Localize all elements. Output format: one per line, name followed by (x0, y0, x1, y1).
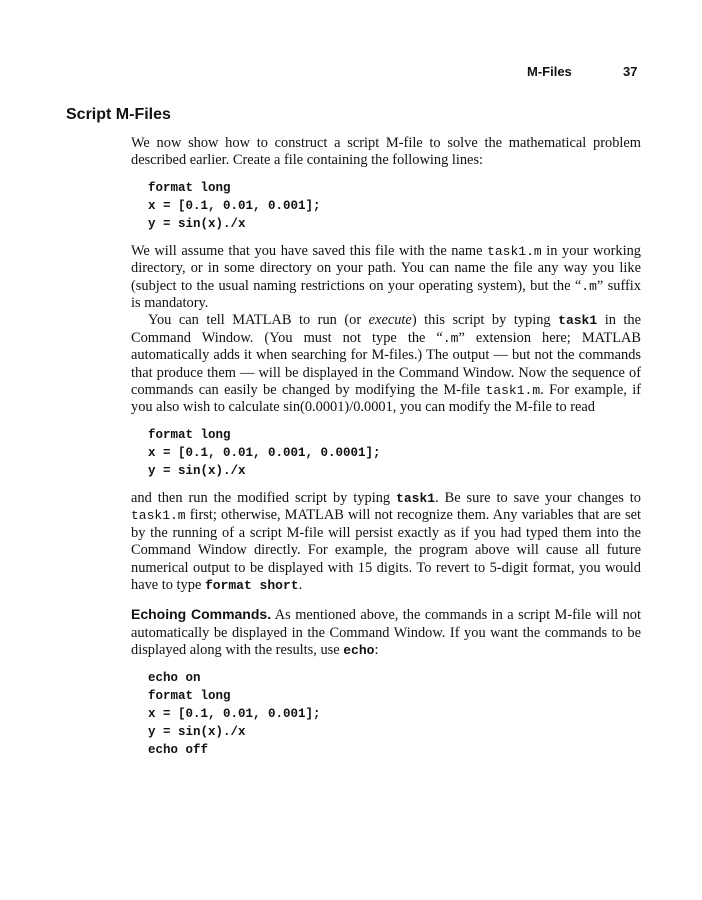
inline-extension: .m (581, 278, 597, 294)
text-run: ) this script by typing (411, 312, 559, 329)
text-run: : (374, 642, 379, 659)
text-run: in the Command Window. (You must not type the “ (131, 312, 641, 346)
text-run: . Be sure to save your changes to (435, 489, 641, 506)
paragraph-spacer (131, 594, 641, 606)
inline-filename: task1.m (487, 243, 542, 259)
inline-filename: task1.m (485, 383, 541, 399)
inline-filename: task1.m (131, 508, 186, 524)
code-line: format long (148, 688, 231, 703)
inline-extension: .m (442, 330, 459, 346)
code-line: y = sin(x)./x (148, 463, 246, 478)
running-head-section: M-Files (527, 64, 572, 79)
running-head (0, 64, 702, 82)
text-run: in your working directory, or in some directory on your path. You can name the file any way you like (subject to the usual naming restrictions on your operating system), but the “ (131, 242, 641, 294)
code-line: x = [0.1, 0.01, 0.001, 0.0001]; (148, 445, 381, 460)
subheading-echoing-commands: Echoing Commands. (131, 606, 272, 623)
code-block-1 (148, 179, 641, 233)
section-heading: Script M-Files (66, 106, 171, 123)
inline-command: format short (204, 577, 299, 593)
paragraph-echoing-commands (131, 606, 641, 659)
code-line: format long (148, 180, 231, 195)
body-text (131, 135, 641, 769)
text-run: ” suffix is mandatory. (131, 277, 641, 312)
inline-command: echo (343, 643, 375, 659)
emphasis-text: execute (368, 312, 412, 329)
text-run: . For example, if you also wish to calculate sin(0.0001)/0.0001, you can modify the M-file to read (131, 382, 642, 416)
code-block-2 (148, 426, 641, 480)
text-run: You can tell MATLAB to run (or (148, 312, 369, 329)
code-line: x = [0.1, 0.01, 0.001]; (148, 706, 321, 721)
text-run: ” extension here; MATLAB automatically adds it when searching for M-files.) The output — but not the commands that produce them — will be displayed in the Command Window. Now the sequence of commands can easily be changed by modifying the M-file (131, 329, 641, 399)
code-line: x = [0.1, 0.01, 0.001]; (148, 198, 321, 213)
text-run: and then run the modified script by typing (131, 489, 397, 506)
inline-command: task1 (396, 490, 436, 506)
code-line: echo on (148, 670, 201, 685)
code-line: y = sin(x)./x (148, 216, 246, 231)
text-run: first; otherwise, MATLAB will not recognize them. Any variables that are set by the running of a script M-file will persist exactly as if you had typed them into the Command Window directly. For example, the program above will cause all future numerical output to be displayed with 15 digits. To revert to 5-digit format, you would have to type (131, 507, 641, 593)
page-number: 37 (623, 64, 638, 79)
code-line: format long (148, 427, 231, 442)
paragraph-save-file (131, 243, 641, 313)
text-run: . (298, 576, 303, 593)
paragraph-modified-script (131, 490, 641, 594)
code-line: echo off (148, 742, 209, 757)
text-run: We will assume that you have saved this file with the name (131, 242, 488, 259)
code-line: y = sin(x)./x (148, 724, 246, 739)
paragraph-run-script (131, 312, 641, 416)
code-block-3 (148, 669, 641, 759)
paragraph-intro: We now show how to construct a script M-file to solve the mathematical problem described earlier. Create a file containing the following lines: (131, 135, 641, 169)
text-run: As mentioned above, the commands in a script M-file will not automatically be displayed in the Command Window. If you want the commands to be displayed along with the results, use (131, 607, 642, 659)
inline-command: task1 (558, 313, 598, 329)
